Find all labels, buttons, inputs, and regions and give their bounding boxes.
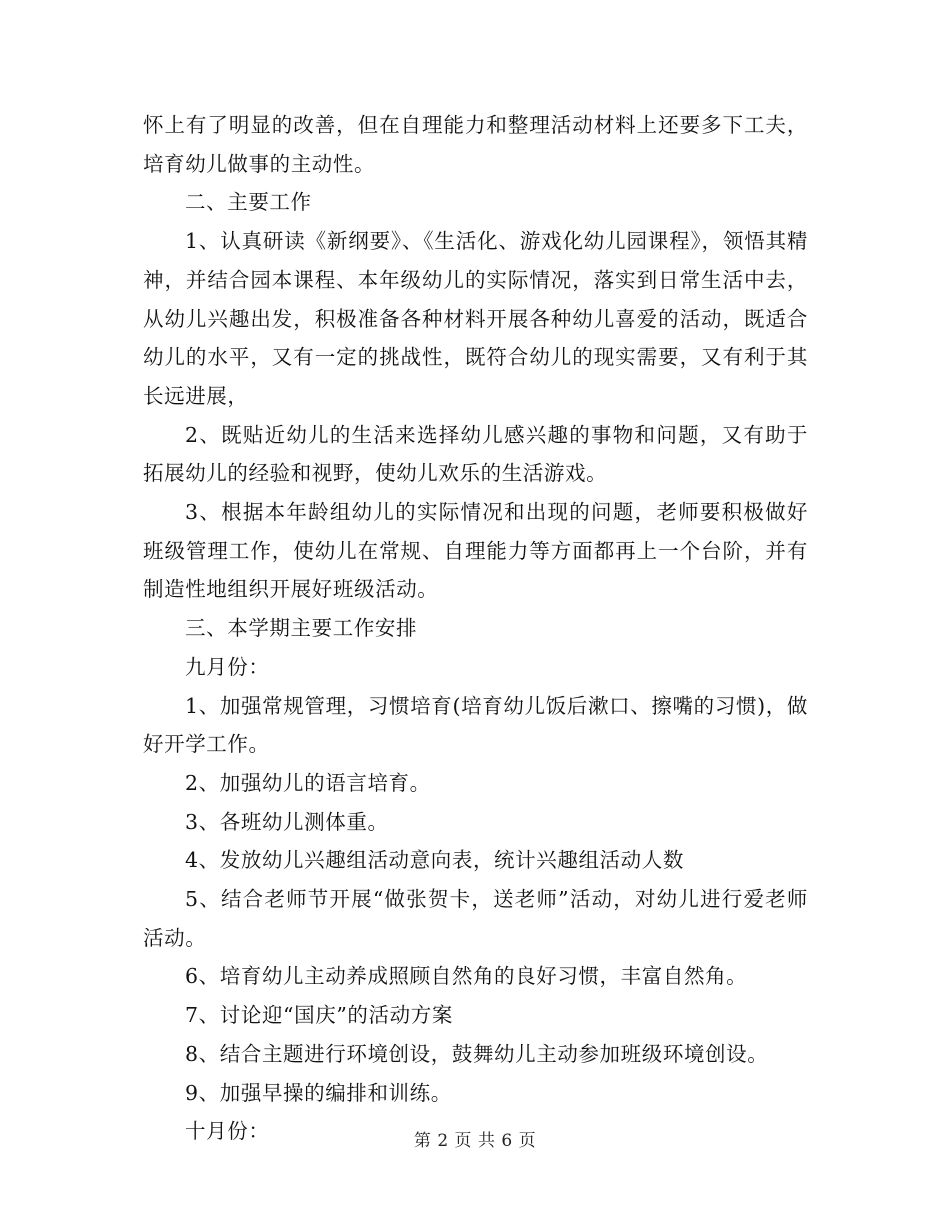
list-item-september-4: 4、发放幼儿兴趣组活动意向表，统计兴趣组活动人数 xyxy=(185,848,684,873)
paragraph-work-item-3: 3、根据本年龄组幼儿的实际情况和出现的问题，老师要积极做好班级管理工作，使幼儿在常规、自理能力等方面都再上一个台阶，并有制造性地组织开展好班级活动。 xyxy=(143,500,808,602)
paragraph-work-item-2: 2、既贴近幼儿的生活来选择幼儿感兴趣的事物和问题，又有助于拓展幼儿的经验和视野，使幼儿欢乐的生活游戏。 xyxy=(143,422,808,486)
section-heading-schedule: 三、本学期主要工作安排 xyxy=(185,616,418,641)
list-item-september-3: 3、各班幼儿测体重。 xyxy=(185,809,389,834)
list-item-september-2: 2、加强幼儿的语言培育。 xyxy=(185,770,431,795)
month-heading-september: 九月份： xyxy=(185,654,270,679)
list-item-september-5: 5、结合老师节开展“做张贺卡，送老师”活动，对幼儿进行爱老师活动。 xyxy=(143,887,808,950)
list-item-september-9: 9、加强早操的编排和训练。 xyxy=(185,1080,452,1105)
section-heading-main-work: 二、主要工作 xyxy=(185,190,312,215)
paragraph-continuation: 怀上有了明显的改善，但在自理能力和整理活动材料上还要多下工夫，培育幼儿做事的主动性。 xyxy=(143,113,808,176)
page-number-footer: 第 2 页 共 6 页 xyxy=(413,1131,537,1151)
list-item-september-8: 8、结合主题进行环境创设，鼓舞幼儿主动参加班级环境创设。 xyxy=(185,1041,769,1066)
month-heading-october: 十月份： xyxy=(185,1119,270,1144)
paragraph-work-item-1: 1、认真研读《新纲要》、《生活化、游戏化幼儿园课程》，领悟其精神，并结合园本课程、本年级幼儿的实际情况，落实到日常生活中去，从幼儿兴趣出发，积极准备各种材料开展各种幼儿喜爱的活动，既适合幼儿的水平，又有一定的挑战性，既符合幼儿的现实需要，又有利于其长远进展， xyxy=(143,229,808,408)
document-body xyxy=(143,106,808,1151)
list-item-september-6: 6、培育幼儿主动养成照顾自然角的良好习惯，丰富自然角。 xyxy=(185,964,748,989)
list-item-september-7: 7、讨论迎“国庆”的活动方案 xyxy=(185,1003,453,1028)
list-item-september-1: 1、加强常规管理，习惯培育(培育幼儿饭后漱口、擦嘴的习惯)，做好开学工作。 xyxy=(143,693,808,757)
